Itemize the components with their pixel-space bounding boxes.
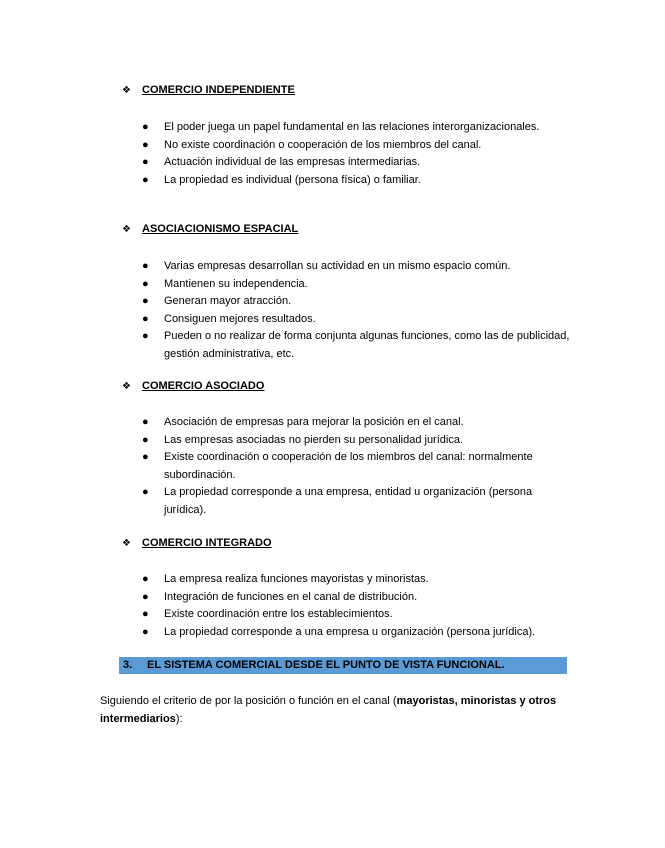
- list-item: ● Integración de funciones en el canal de distribución.: [140, 589, 570, 607]
- list-item: ● La propiedad corresponde a una empresa u organización (persona jurídica).: [140, 624, 570, 642]
- list-item: ● Mantienen su independencia.: [140, 276, 570, 294]
- list-item: ● Las empresas asociadas no pierden su personalidad jurídica.: [140, 432, 570, 450]
- bullet-icon: ●: [142, 625, 149, 638]
- bullet-icon: ●: [142, 156, 149, 168]
- bullet-icon: ●: [142, 608, 149, 620]
- body-paragraph: [100, 692, 570, 728]
- bullet-icon: ●: [142, 573, 149, 585]
- list-item: ● Actuación individual de las empresas intermediarias.: [140, 154, 570, 172]
- bullet-list-comercio-asociado: [140, 414, 570, 519]
- diamond-bullet-icon: ❖: [122, 224, 131, 235]
- list-item: ● Existe coordinación o cooperación de los miembros del canal: normalmente subordinación.: [142, 451, 533, 481]
- bullet-icon: ●: [142, 295, 149, 307]
- section-heading-comercio-integrado: [122, 537, 272, 549]
- section-heading-comercio-asociado: [122, 380, 264, 392]
- bullet-icon: ●: [142, 433, 149, 446]
- section-heading-comercio-independiente: [122, 84, 295, 96]
- section-heading-text: ASOCIACIONISMO ESPACIAL: [142, 223, 299, 235]
- bullet-icon: ●: [142, 277, 149, 290]
- list-item: ● Varias empresas desarrollan su actividad en un mismo espacio común.: [140, 258, 570, 276]
- list-item: ● No existe coordinación o cooperación de los miembros del canal.: [140, 137, 570, 155]
- list-item: ● La empresa realiza funciones mayoristas y minoristas.: [140, 571, 570, 589]
- list-item: ● La propiedad es individual (persona física) o familiar.: [140, 172, 570, 190]
- bullet-list-asociacionismo-espacial: [140, 258, 570, 363]
- bullet-icon: ●: [142, 416, 149, 428]
- bullet-icon: ●: [142, 486, 149, 498]
- bullet-icon: ●: [142, 330, 149, 342]
- bullet-icon: ●: [142, 121, 149, 133]
- section-heading-text: COMERCIO INTEGRADO: [142, 537, 272, 549]
- diamond-bullet-icon: ❖: [122, 538, 131, 549]
- section-title: EL SISTEMA COMERCIAL DESDE EL PUNTO DE VISTA FUNCIONAL.: [147, 659, 505, 671]
- list-item: ● Asociación de empresas para mejorar la posición en el canal.: [140, 414, 570, 432]
- list-item: ● La propiedad corresponde a una empresa, entidad u organización (persona jurídica).: [142, 486, 533, 516]
- bullet-list-comercio-integrado: [140, 571, 570, 641]
- diamond-bullet-icon: ❖: [122, 85, 131, 96]
- section-number: 3.: [123, 659, 133, 671]
- bullet-icon: ●: [142, 451, 149, 463]
- list-item: ● Consiguen mejores resultados.: [140, 311, 570, 329]
- list-item: ● Existe coordinación entre los establecimientos.: [140, 606, 570, 624]
- list-item: ● Pueden o no realizar de forma conjunta algunas funciones, como las de publicidad, gestión administrativa, etc.: [142, 330, 570, 360]
- section-heading-text: COMERCIO ASOCIADO: [142, 380, 265, 392]
- list-item: ● Generan mayor atracción.: [140, 293, 570, 311]
- paragraph-bold: mayoristas, minoristas y otros intermediarios: [100, 695, 557, 725]
- bullet-icon: ●: [142, 590, 149, 603]
- section-heading-text: COMERCIO INDEPENDIENTE: [142, 84, 295, 96]
- bullet-icon: ●: [142, 312, 149, 325]
- diamond-bullet-icon: ❖: [122, 381, 131, 392]
- bullet-list-comercio-independiente: [140, 119, 570, 189]
- paragraph-lead: Siguiendo el criterio de por la posición o función en el canal (: [100, 695, 397, 707]
- bullet-icon: ●: [142, 173, 149, 186]
- list-item: ● El poder juega un papel fundamental en las relaciones interorganizacionales.: [140, 119, 570, 137]
- section-heading-asociacionismo-espacial: [122, 223, 298, 235]
- bullet-icon: ●: [142, 138, 149, 151]
- numbered-section-heading: [119, 657, 567, 674]
- paragraph-tail: ):: [175, 713, 183, 725]
- bullet-icon: ●: [142, 260, 149, 272]
